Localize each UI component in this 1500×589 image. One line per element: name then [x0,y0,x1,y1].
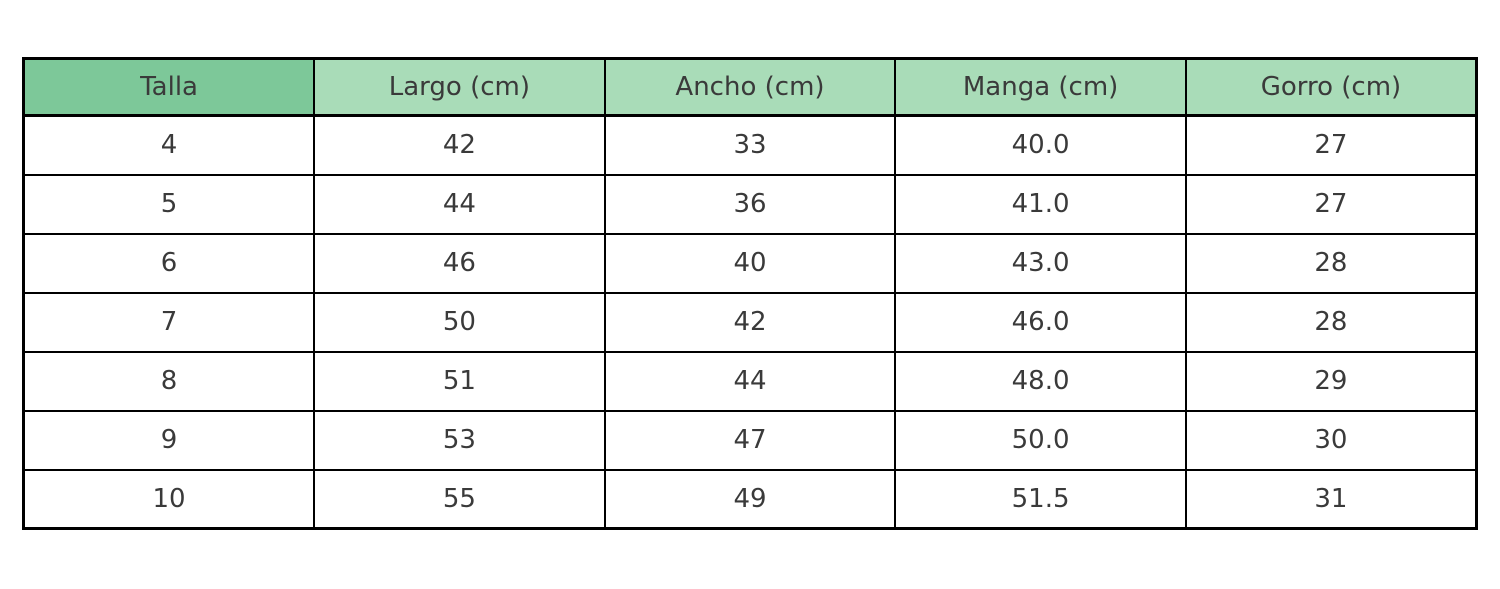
table-row [24,293,1477,352]
cell-ancho: 33 [605,116,896,175]
cell-manga: 41.0 [895,175,1186,234]
column-header-gorro: Gorro (cm) [1186,59,1477,116]
cell-largo: 46 [314,234,605,293]
table-row [24,234,1477,293]
cell-talla: 4 [24,116,315,175]
table-row [24,175,1477,234]
column-header-ancho: Ancho (cm) [605,59,896,116]
cell-manga: 43.0 [895,234,1186,293]
cell-talla: 7 [24,293,315,352]
cell-gorro: 29 [1186,352,1477,411]
table-header [24,59,1477,116]
cell-largo: 53 [314,411,605,470]
cell-largo: 44 [314,175,605,234]
table-row [24,352,1477,411]
cell-gorro: 27 [1186,175,1477,234]
table-row [24,411,1477,470]
cell-talla: 9 [24,411,315,470]
header-row [24,59,1477,116]
cell-gorro: 27 [1186,116,1477,175]
cell-largo: 55 [314,470,605,529]
cell-ancho: 40 [605,234,896,293]
cell-manga: 51.5 [895,470,1186,529]
cell-gorro: 30 [1186,411,1477,470]
cell-ancho: 42 [605,293,896,352]
cell-talla: 6 [24,234,315,293]
column-header-talla: Talla [24,59,315,116]
size-chart-table [22,57,1478,530]
cell-talla: 5 [24,175,315,234]
cell-manga: 40.0 [895,116,1186,175]
cell-manga: 50.0 [895,411,1186,470]
cell-talla: 10 [24,470,315,529]
column-header-largo: Largo (cm) [314,59,605,116]
cell-ancho: 49 [605,470,896,529]
table-row [24,116,1477,175]
column-header-manga: Manga (cm) [895,59,1186,116]
cell-ancho: 47 [605,411,896,470]
cell-ancho: 36 [605,175,896,234]
cell-talla: 8 [24,352,315,411]
cell-gorro: 31 [1186,470,1477,529]
cell-largo: 42 [314,116,605,175]
table-body [24,116,1477,529]
cell-manga: 46.0 [895,293,1186,352]
table-row [24,470,1477,529]
cell-largo: 50 [314,293,605,352]
cell-manga: 48.0 [895,352,1186,411]
cell-ancho: 44 [605,352,896,411]
cell-gorro: 28 [1186,293,1477,352]
cell-gorro: 28 [1186,234,1477,293]
cell-largo: 51 [314,352,605,411]
